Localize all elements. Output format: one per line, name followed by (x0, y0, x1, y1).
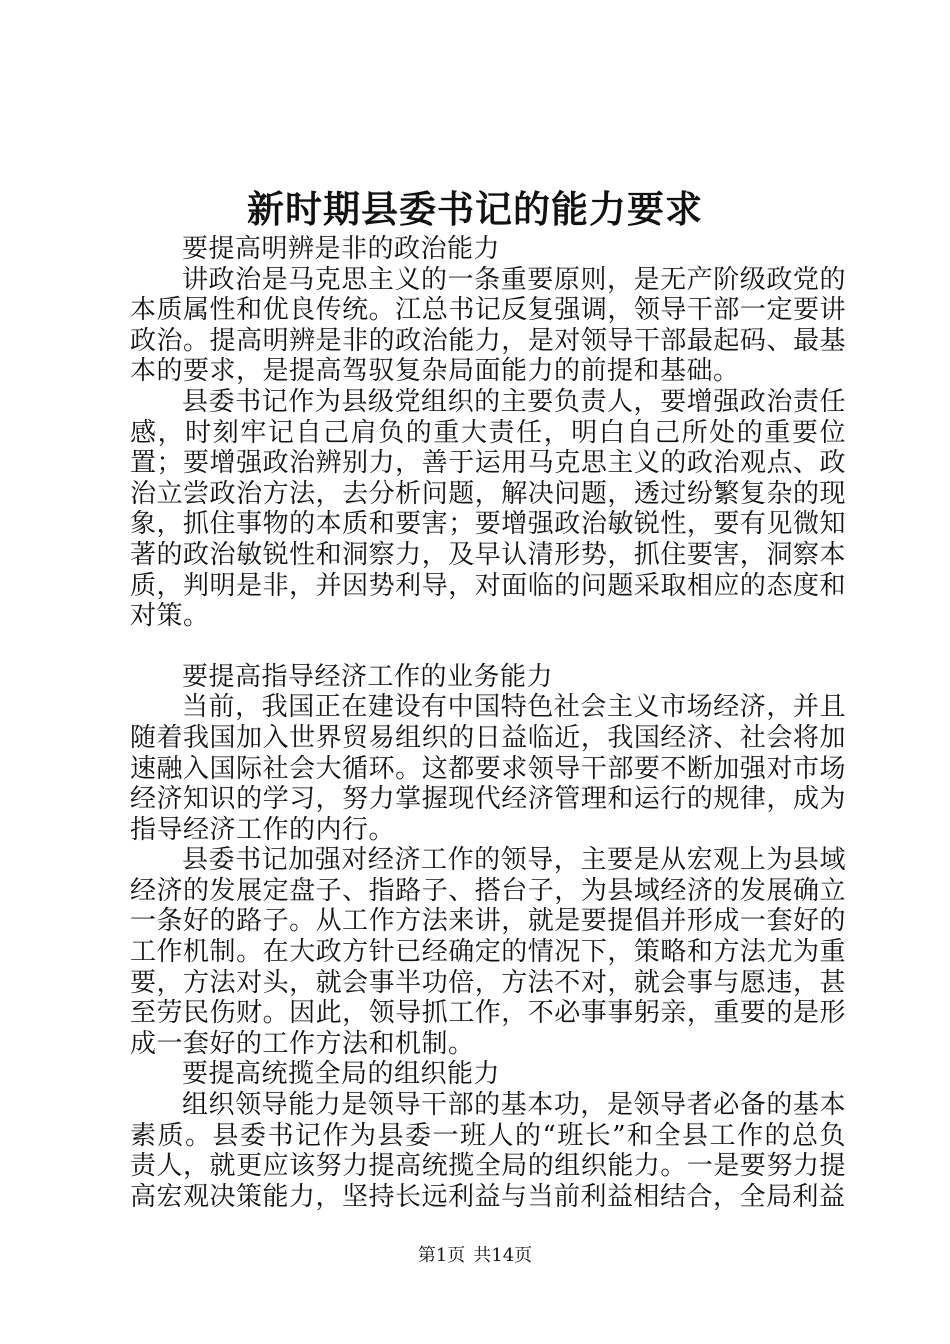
paragraph: 当前，我国正在建设有中国特色社会主义市场经济，并且随着我国加入世界贸易组织的日益临近，我国经济、社会将加速融入国际社会大循环。这都要求领导干部要不断加强对市场经济知识的学习，努力掌握现代经济管理和运行的规律，成为指导经济工作的内行。 (130, 692, 846, 845)
page-footer (0, 1244, 950, 1268)
section-heading-organization: 要提高统揽全局的组织能力 (182, 1059, 501, 1090)
page-total: 共14页 (473, 1245, 533, 1266)
paragraph-gap (130, 632, 846, 662)
document-title: 新时期县委书记的能力要求 (247, 187, 703, 231)
section-heading-political: 要提高明辨是非的政治能力 (182, 234, 501, 264)
document-body (130, 234, 846, 1212)
page-number: 第1页 (417, 1245, 466, 1266)
paragraph: 县委书记作为县级党组织的主要负责人，要增强政治责任感，时刻牢记自己肩负的重大责任，明白自己所处的重要位置；要增强政治辨别力，善于运用马克思主义的政治观点、政治立尝政治方法，去分析问题，解决问题，透过纷繁复杂的现象，抓住事物的本质和要害；要增强政治敏锐性，要有见微知著的政治敏锐性和洞察力，及早认清形势，抓住要害，洞察本质，判明是非，并因势利导，对面临的问题采取相应的态度和对策。 (130, 386, 846, 632)
paragraph: 讲政治是马克思主义的一条重要原则，是无产阶级政党的本质属性和优良传统。江总书记反复强调，领导干部一定要讲政治。提高明辨是非的政治能力，是对领导干部最起码、最基本的要求，是提高驾驭复杂局面能力的前提和基础。 (130, 264, 846, 387)
section-heading-economic: 要提高指导经济工作的业务能力 (182, 661, 554, 692)
paragraph: 县委书记加强对经济工作的领导，主要是从宏观上为县域经济的发展定盘子、指路子、搭台子，为县域经济的发展确立一条好的路子。从工作方法来讲，就是要提倡并形成一套好的工作机制。在大政方针已经确定的情况下，策略和方法尤为重要，方法对头，就会事半功倍，方法不对，就会事与愿违，甚至劳民伤财。因此，领导抓工作，不必事事躬亲，重要的是形成一套好的工作方法和机制。 (130, 845, 846, 1059)
paragraph: 组织领导能力是领导干部的基本功，是领导者必备的基本素质。县委书记作为县委一班人的“班长”和全县工作的总负责人，就更应该努力提高统揽全局的组织能力。一是要努力提高宏观决策能力，坚持长远利益与当前利益相结合，全局利益 (130, 1090, 846, 1212)
